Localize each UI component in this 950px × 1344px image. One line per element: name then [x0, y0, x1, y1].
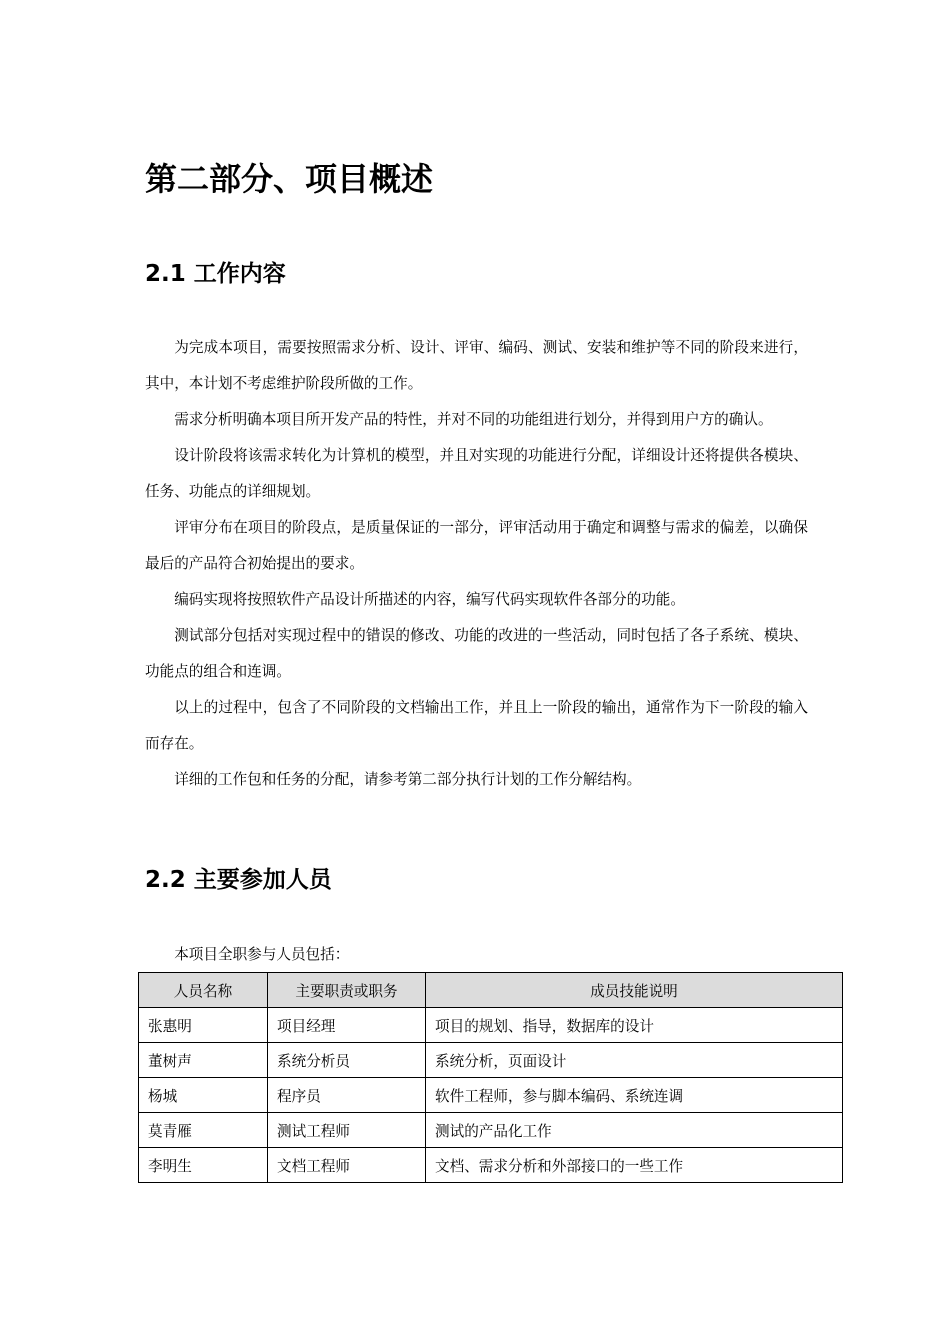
column-header-name: 人员名称: [139, 973, 268, 1008]
paragraph: 为完成本项目，需要按照需求分析、设计、评审、编码、测试、安装和维护等不同的阶段来进行，其中，本计划不考虑维护阶段所做的工作。: [145, 339, 808, 392]
cell-role: 程序员: [268, 1078, 426, 1113]
paragraph: 评审分布在项目的阶段点，是质量保证的一部分，评审活动用于确定和调整与需求的偏差，以确保最后的产品符合初始提出的要求。: [145, 519, 808, 572]
cell-role: 系统分析员: [268, 1043, 426, 1078]
paragraph: 设计阶段将该需求转化为计算机的模型，并且对实现的功能进行分配，详细设计还将提供各模块、任务、功能点的详细规划。: [145, 447, 808, 500]
staff-table: [138, 972, 843, 1183]
table-row: [139, 1113, 843, 1148]
cell-role: 文档工程师: [268, 1148, 426, 1183]
column-header-skills: 成员技能说明: [426, 973, 843, 1008]
cell-skills: 软件工程师，参与脚本编码、系统连调: [426, 1078, 843, 1113]
paragraph: 以上的过程中，包含了不同阶段的文档输出工作，并且上一阶段的输出，通常作为下一阶段的输入而存在。: [145, 699, 808, 752]
table-row: [139, 1078, 843, 1113]
paragraph: 详细的工作包和任务的分配，请参考第二部分执行计划的工作分解结构。: [174, 771, 642, 788]
paragraph: 需求分析明确本项目所开发产品的特性，并对不同的功能组进行划分，并得到用户方的确认。: [174, 411, 773, 428]
table-row: [139, 1148, 843, 1183]
cell-name: 董树声: [139, 1043, 268, 1078]
cell-name: 莫青雁: [139, 1113, 268, 1148]
part-title: 第二部分、项目概述: [145, 160, 434, 198]
cell-role: 测试工程师: [268, 1113, 426, 1148]
section-title-main-staff: 2.2 主要参加人员: [145, 867, 332, 893]
cell-skills: 测试的产品化工作: [426, 1113, 843, 1148]
table-header-row: [139, 973, 843, 1008]
section-title-work-content: 2.1 工作内容: [145, 261, 286, 287]
cell-name: 杨城: [139, 1078, 268, 1113]
paragraph: 测试部分包括对实现过程中的错误的修改、功能的改进的一些活动，同时包括了各子系统、模块、功能点的组合和连调。: [145, 627, 808, 680]
cell-name: 李明生: [139, 1148, 268, 1183]
table-row: [139, 1008, 843, 1043]
work-content-body: [145, 330, 808, 798]
cell-skills: 项目的规划、指导，数据库的设计: [426, 1008, 843, 1043]
cell-skills: 文档、需求分析和外部接口的一些工作: [426, 1148, 843, 1183]
cell-name: 张惠明: [139, 1008, 268, 1043]
table-row: [139, 1043, 843, 1078]
cell-role: 项目经理: [268, 1008, 426, 1043]
paragraph: 编码实现将按照软件产品设计所描述的内容，编写代码实现软件各部分的功能。: [174, 591, 685, 608]
staff-table-intro: 本项目全职参与人员包括：: [174, 946, 350, 963]
column-header-role: 主要职责或职务: [268, 973, 426, 1008]
cell-skills: 系统分析，页面设计: [426, 1043, 843, 1078]
